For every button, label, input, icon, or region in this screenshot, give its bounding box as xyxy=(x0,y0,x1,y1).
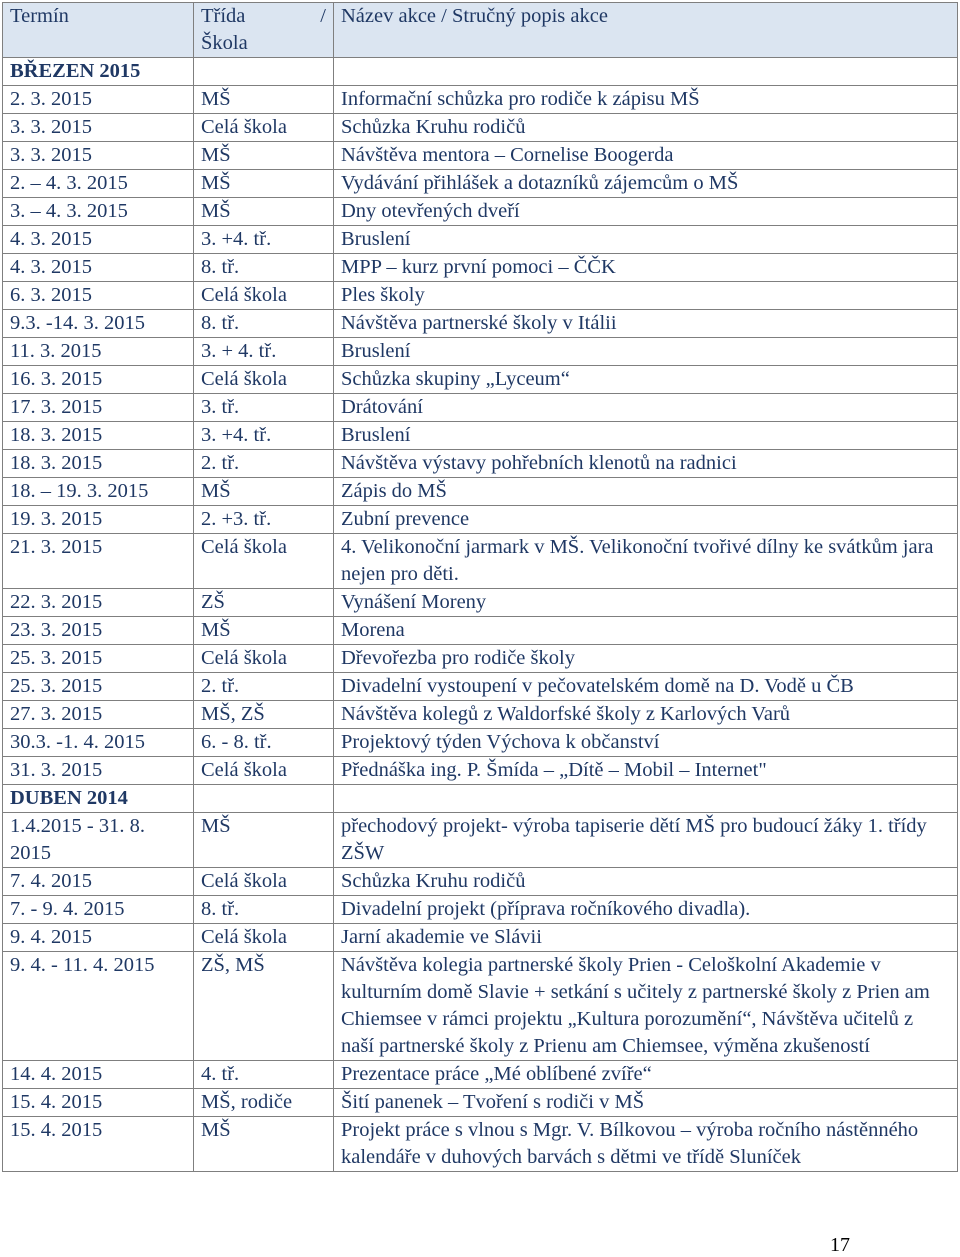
header-class-slash: / xyxy=(320,5,326,27)
table-row xyxy=(3,282,958,310)
class-cell: 8. tř. xyxy=(194,896,334,924)
table-row xyxy=(3,170,958,198)
date-cell: 17. 3. 2015 xyxy=(3,394,194,422)
date-cell: 25. 3. 2015 xyxy=(3,645,194,673)
description-cell: Divadelní vystoupení v pečovatelském domě na D. Vodě u ČB xyxy=(334,673,958,701)
table-row xyxy=(3,114,958,142)
table-row xyxy=(3,366,958,394)
description-cell: Dny otevřených dveří xyxy=(334,198,958,226)
description-cell: Zubní prevence xyxy=(334,506,958,534)
class-cell: 4. tř. xyxy=(194,1061,334,1089)
table-row xyxy=(3,1117,958,1172)
description-cell: Dřevořezba pro rodiče školy xyxy=(334,645,958,673)
date-cell: 19. 3. 2015 xyxy=(3,506,194,534)
class-cell: Celá škola xyxy=(194,282,334,310)
date-cell: 4. 3. 2015 xyxy=(3,254,194,282)
date-cell: 23. 3. 2015 xyxy=(3,617,194,645)
description-cell: Jarní akademie ve Slávii xyxy=(334,924,958,952)
table-row xyxy=(3,478,958,506)
table-row xyxy=(3,729,958,757)
description-cell: Šití panenek – Tvoření s rodiči v MŠ xyxy=(334,1089,958,1117)
description-cell: Drátování xyxy=(334,394,958,422)
month-row-empty-desc xyxy=(334,785,958,813)
class-cell: MŠ, ZŠ xyxy=(194,701,334,729)
class-cell: MŠ xyxy=(194,478,334,506)
description-cell: Schůzka Kruhu rodičů xyxy=(334,868,958,896)
class-cell: Celá škola xyxy=(194,924,334,952)
class-cell: Celá škola xyxy=(194,114,334,142)
table-row xyxy=(3,924,958,952)
table-row xyxy=(3,589,958,617)
class-cell: ZŠ xyxy=(194,589,334,617)
description-cell: Bruslení xyxy=(334,338,958,366)
description-cell: Informační schůzka pro rodiče k zápisu MŠ xyxy=(334,86,958,114)
date-cell: 3. 3. 2015 xyxy=(3,114,194,142)
description-cell: Divadelní projekt (příprava ročníkového divadla). xyxy=(334,896,958,924)
header-description: Název akce / Stručný popis akce xyxy=(334,3,958,58)
table-row xyxy=(3,394,958,422)
table-row xyxy=(3,645,958,673)
description-cell: Návštěva kolegů z Waldorfské školy z Karlových Varů xyxy=(334,701,958,729)
class-cell: Celá škola xyxy=(194,366,334,394)
table-row xyxy=(3,142,958,170)
table-row xyxy=(3,450,958,478)
class-cell: Celá škola xyxy=(194,757,334,785)
table-row xyxy=(3,757,958,785)
description-cell: Vynášení Moreny xyxy=(334,589,958,617)
schedule-table xyxy=(2,2,958,1172)
date-cell: 9. 4. 2015 xyxy=(3,924,194,952)
header-row xyxy=(3,3,958,58)
class-cell: 2. tř. xyxy=(194,450,334,478)
table-row xyxy=(3,422,958,450)
month-row xyxy=(3,785,958,813)
table-row xyxy=(3,1089,958,1117)
description-cell: 4. Velikonoční jarmark v MŠ. Velikonoční tvořivé dílny ke svátkům jara nejen pro děti. xyxy=(334,534,958,589)
description-cell: Návštěva partnerské školy v Itálii xyxy=(334,310,958,338)
header-date: Termín xyxy=(3,3,194,58)
description-cell: Přednáška ing. P. Šmída – „Dítě – Mobil – Internet" xyxy=(334,757,958,785)
date-cell: 18. 3. 2015 xyxy=(3,450,194,478)
description-cell: Schůzka Kruhu rodičů xyxy=(334,114,958,142)
class-cell: Celá škola xyxy=(194,868,334,896)
table-row xyxy=(3,226,958,254)
description-cell: přechodový projekt- výroba tapiserie dětí MŠ pro budoucí žáky 1. třídy ZŠW xyxy=(334,813,958,868)
date-cell: 6. 3. 2015 xyxy=(3,282,194,310)
date-cell: 18. 3. 2015 xyxy=(3,422,194,450)
class-cell: MŠ xyxy=(194,142,334,170)
month-row-empty-class xyxy=(194,58,334,86)
class-cell: 8. tř. xyxy=(194,254,334,282)
description-cell: Vydávání přihlášek a dotazníků zájemcům o MŠ xyxy=(334,170,958,198)
table-row xyxy=(3,701,958,729)
header-class xyxy=(194,3,334,58)
table-row xyxy=(3,310,958,338)
table-header xyxy=(3,3,958,58)
date-cell: 14. 4. 2015 xyxy=(3,1061,194,1089)
description-cell: Zápis do MŠ xyxy=(334,478,958,506)
class-cell: 3. tř. xyxy=(194,394,334,422)
table-row xyxy=(3,813,958,868)
table-row xyxy=(3,617,958,645)
class-cell: 2. +3. tř. xyxy=(194,506,334,534)
page-number: 17 xyxy=(830,1234,850,1256)
class-cell: Celá škola xyxy=(194,534,334,589)
header-class-label: Třída xyxy=(201,5,246,27)
class-cell: 3. + 4. tř. xyxy=(194,338,334,366)
table-row xyxy=(3,534,958,589)
date-cell: 7. - 9. 4. 2015 xyxy=(3,896,194,924)
date-cell: 18. – 19. 3. 2015 xyxy=(3,478,194,506)
description-cell: Projektový týden Výchova k občanství xyxy=(334,729,958,757)
class-cell: 2. tř. xyxy=(194,673,334,701)
date-cell: 16. 3. 2015 xyxy=(3,366,194,394)
description-cell: Ples školy xyxy=(334,282,958,310)
date-cell: 1.4.2015 - 31. 8. 2015 xyxy=(3,813,194,868)
class-cell: Celá škola xyxy=(194,645,334,673)
date-cell: 9. 4. - 11. 4. 2015 xyxy=(3,952,194,1061)
description-cell: Návštěva výstavy pohřebních klenotů na radnici xyxy=(334,450,958,478)
date-cell: 4. 3. 2015 xyxy=(3,226,194,254)
date-cell: 15. 4. 2015 xyxy=(3,1089,194,1117)
table-row xyxy=(3,952,958,1061)
date-cell: 25. 3. 2015 xyxy=(3,673,194,701)
class-cell: MŠ xyxy=(194,813,334,868)
class-cell: 6. - 8. tř. xyxy=(194,729,334,757)
class-cell: MŠ xyxy=(194,198,334,226)
table-row xyxy=(3,338,958,366)
table-row xyxy=(3,254,958,282)
table-row xyxy=(3,1061,958,1089)
table-row xyxy=(3,673,958,701)
month-row-empty-class xyxy=(194,785,334,813)
date-cell: 3. 3. 2015 xyxy=(3,142,194,170)
class-cell: MŠ xyxy=(194,86,334,114)
class-cell: 8. tř. xyxy=(194,310,334,338)
date-cell: 9.3. -14. 3. 2015 xyxy=(3,310,194,338)
description-cell: Schůzka skupiny „Lyceum“ xyxy=(334,366,958,394)
table-row xyxy=(3,896,958,924)
table-row xyxy=(3,868,958,896)
month-heading: DUBEN 2014 xyxy=(3,785,194,813)
class-cell: 3. +4. tř. xyxy=(194,422,334,450)
date-cell: 3. – 4. 3. 2015 xyxy=(3,198,194,226)
description-cell: Bruslení xyxy=(334,226,958,254)
description-cell: Projekt práce s vlnou s Mgr. V. Bílkovou – výroba ročního nástěnného kalendáře v duhových barvách s dětmi ve třídě Sluníček xyxy=(334,1117,958,1172)
description-cell: MPP – kurz první pomoci – ČČK xyxy=(334,254,958,282)
class-cell: MŠ xyxy=(194,170,334,198)
month-row xyxy=(3,58,958,86)
class-cell: 3. +4. tř. xyxy=(194,226,334,254)
table-row xyxy=(3,198,958,226)
description-cell: Návštěva mentora – Cornelise Boogerda xyxy=(334,142,958,170)
description-cell: Bruslení xyxy=(334,422,958,450)
date-cell: 2. 3. 2015 xyxy=(3,86,194,114)
table-row xyxy=(3,86,958,114)
date-cell: 27. 3. 2015 xyxy=(3,701,194,729)
date-cell: 21. 3. 2015 xyxy=(3,534,194,589)
date-cell: 30.3. -1. 4. 2015 xyxy=(3,729,194,757)
class-cell: MŠ xyxy=(194,1117,334,1172)
class-cell: ZŠ, MŠ xyxy=(194,952,334,1061)
date-cell: 2. – 4. 3. 2015 xyxy=(3,170,194,198)
table-body xyxy=(3,58,958,1172)
description-cell: Návštěva kolegia partnerské školy Prien - Celoškolní Akademie v kulturním domě Slavie + setkání s učitely z partnerské školy z Prien am Chiemsee v rámci projektu „Kultura porozumění“, Návštěva učitelů z naší partnerské školy z Prienu am Chiemsee, výměna zkušeností xyxy=(334,952,958,1061)
date-cell: 11. 3. 2015 xyxy=(3,338,194,366)
month-row-empty-desc xyxy=(334,58,958,86)
date-cell: 31. 3. 2015 xyxy=(3,757,194,785)
class-cell: MŠ xyxy=(194,617,334,645)
description-cell: Morena xyxy=(334,617,958,645)
header-school-label: Škola xyxy=(201,32,248,54)
description-cell: Prezentace práce „Mé oblíbené zvíře“ xyxy=(334,1061,958,1089)
month-heading: BŘEZEN 2015 xyxy=(3,58,194,86)
date-cell: 7. 4. 2015 xyxy=(3,868,194,896)
date-cell: 22. 3. 2015 xyxy=(3,589,194,617)
class-cell: MŠ, rodiče xyxy=(194,1089,334,1117)
table-row xyxy=(3,506,958,534)
date-cell: 15. 4. 2015 xyxy=(3,1117,194,1172)
